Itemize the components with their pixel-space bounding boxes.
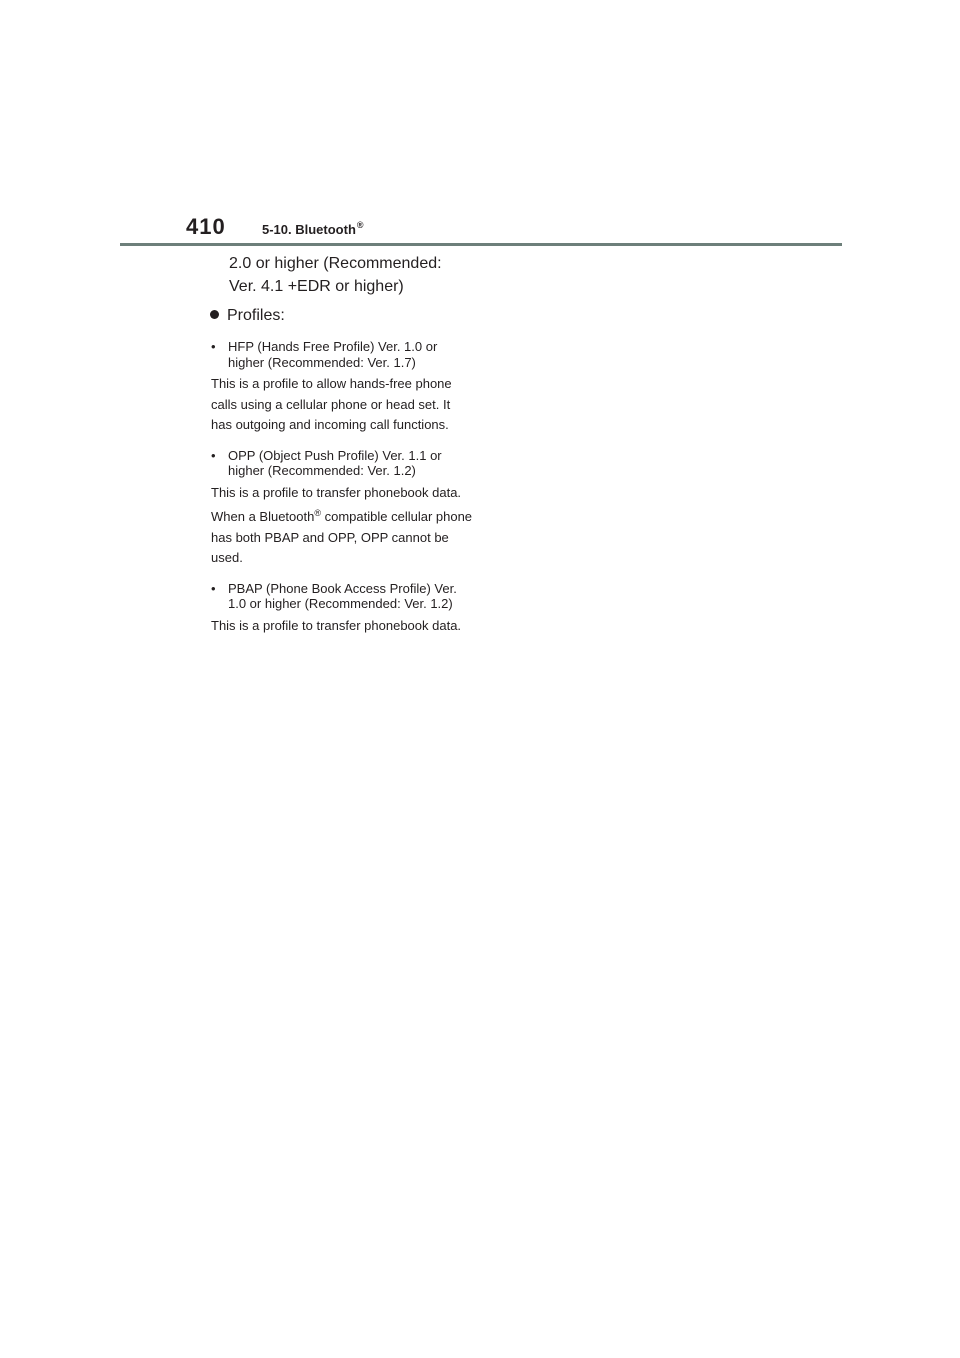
lead-text	[211, 252, 473, 298]
pbap-bullet	[211, 581, 473, 612]
registered-mark: ®	[314, 508, 321, 518]
section-title-text: 5-10. Bluetooth	[262, 222, 356, 237]
hfp-bullet	[211, 339, 473, 370]
lead-line-2: Ver. 4.1 +EDR or higher)	[229, 278, 404, 295]
opp-desc-after: compatible cellular phone has both PBAP and OPP, OPP cannot be used.	[211, 509, 473, 565]
profiles-heading-text: Profiles:	[227, 307, 285, 324]
opp-description	[211, 483, 473, 569]
hfp-description: This is a profile to allow hands-free phone calls using a cellular phone or head set. It has outgoing and incoming call functions.	[211, 376, 452, 432]
opp-bullet-text: OPP (Object Push Profile) Ver. 1.1 or higher (Recommended: Ver. 1.2)	[228, 447, 442, 478]
page-content	[211, 252, 473, 636]
pbap-description: This is a profile to transfer phonebook data.	[211, 617, 462, 633]
lead-line-1: 2.0 or higher (Recommended:	[229, 255, 442, 272]
bullet-dot-icon	[210, 310, 219, 319]
section-title	[262, 220, 364, 237]
profiles-heading	[210, 305, 473, 327]
bullet-mark: •	[211, 447, 216, 463]
opp-desc-before: This is a profile to transfer phonebook data. When a Bluetooth	[211, 484, 462, 524]
hfp-bullet-text: HFP (Hands Free Profile) Ver. 1.0 or higher (Recommended: Ver. 1.7)	[228, 339, 438, 370]
opp-bullet	[211, 448, 473, 479]
page-number: 410	[186, 214, 226, 239]
header-divider	[120, 243, 842, 246]
bullet-mark: •	[211, 339, 216, 354]
registered-mark: ®	[356, 220, 364, 230]
pbap-bullet-text: PBAP (Phone Book Access Profile) Ver. 1.0 or higher (Recommended: Ver. 1.2)	[228, 580, 457, 611]
bullet-mark: •	[211, 580, 216, 596]
